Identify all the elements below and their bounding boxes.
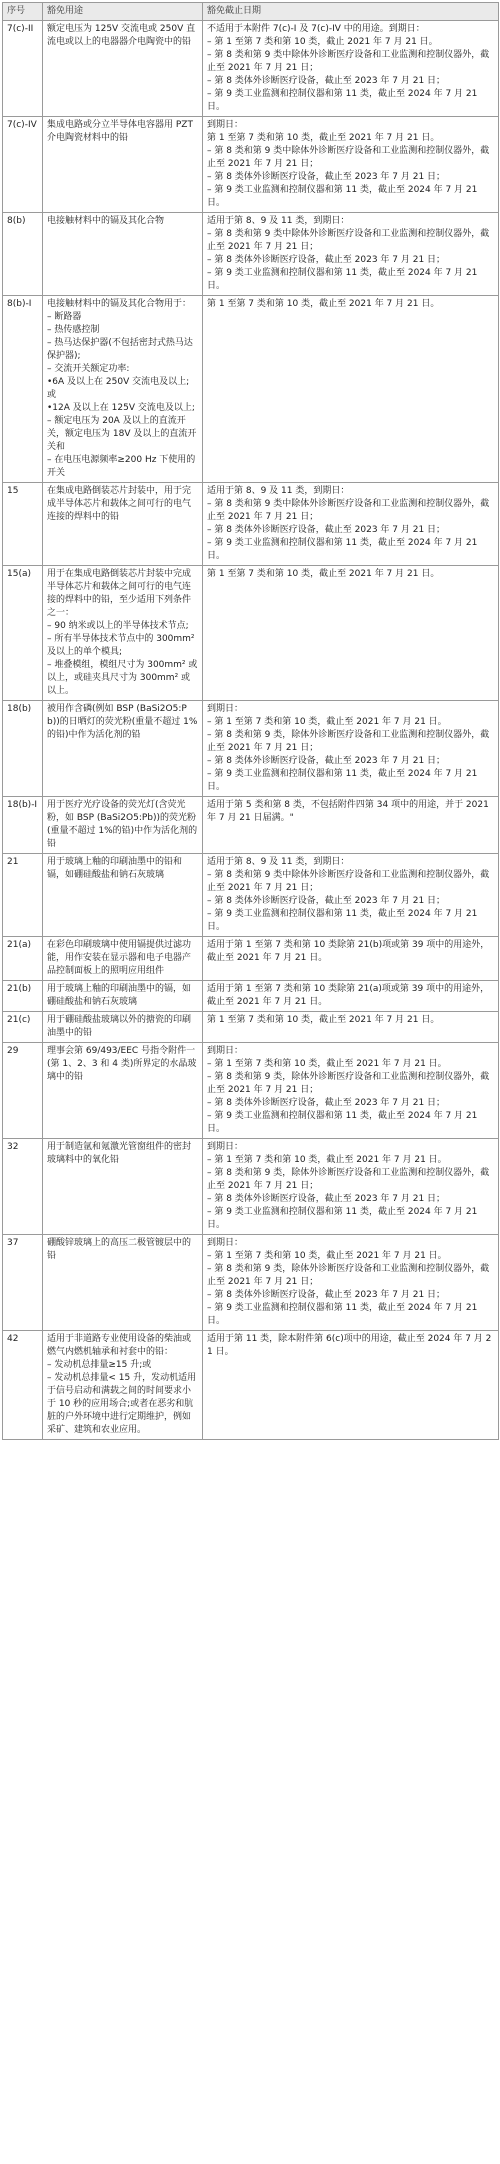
row-number: 15(a): [3, 566, 43, 701]
expiry-line: 适用于第 8、9 及 11 类，到期日：: [207, 486, 350, 496]
expiry-line: – 第 8 类和第 9 类，除体外诊断医疗设备和工业监测和控制仪器外，截止至 2021 年 7 月 21 日；: [207, 1168, 490, 1191]
expiry-line: – 第 1 至第 7 类和第 10 类，截止至 2021 年 7 月 21 日。: [207, 1059, 447, 1069]
expiry-line: – 第 8 类和第 9 类，除体外诊断医疗设备和工业监测和控制仪器外，截止至 2021 年 7 月 21 日；: [207, 1264, 490, 1287]
use-line: 电接触材料中的镉及其化合物用于：: [47, 299, 192, 309]
expiry-line: – 第 8 类体外诊断医疗设备，截止至 2023 年 7 月 21 日；: [207, 1098, 446, 1108]
expiry-line: 第 1 至第 7 类和第 10 类，截止至 2021 年 7 月 21 日。: [207, 299, 440, 309]
exemption-use-cell: [43, 566, 203, 701]
row-number: 29: [3, 1043, 43, 1139]
expiry-line: – 第 8 类体外诊断医疗设备，截止至 2023 年 7 月 21 日；: [207, 756, 446, 766]
use-line: 在集成电路倒装芯片封装中，用于完成半导体芯片和载体之间可行的电气连接的焊料中的铅: [47, 486, 192, 522]
exemption-use-cell: [43, 701, 203, 797]
exemption-use-cell: [43, 937, 203, 981]
row-number: 42: [3, 1331, 43, 1440]
use-line: 用于制造氩和氪激光管窗组件的密封玻璃料中的氧化铅: [47, 1142, 192, 1165]
expiry-date-cell: [203, 937, 499, 981]
exemption-use-cell: [43, 117, 203, 213]
expiry-line: 到期日：: [207, 120, 244, 130]
expiry-line: 适用于第 1 至第 7 类和第 10 类除第 21(a)项或第 39 项中的用途外，截止至 2021 年 7 月 21 日。: [207, 984, 490, 1007]
expiry-line: 适用于第 8、9 及 11 类，到期日：: [207, 857, 350, 867]
row-number: 18(b)-I: [3, 797, 43, 854]
use-line: 硼酸锌玻璃上的高压二极管镀层中的铅: [47, 1238, 192, 1261]
use-line: •12A 及以上在 125V 交流电及以上;: [47, 403, 195, 413]
expiry-line: – 第 8 类体外诊断医疗设备，截止至 2023 年 7 月 21 日；: [207, 172, 446, 182]
exemption-use-cell: [43, 1043, 203, 1139]
table-row: [3, 483, 499, 566]
expiry-line: – 第 9 类工业监测和控制仪器和第 11 类，截止至 2024 年 7 月 21 日。: [207, 909, 478, 932]
expiry-line: – 第 9 类工业监测和控制仪器和第 11 类，截止至 2024 年 7 月 21 日。: [207, 1303, 478, 1326]
row-number: 21(a): [3, 937, 43, 981]
row-number: 18(b): [3, 701, 43, 797]
use-line: 理事会第 69/493/EEC 号指令附件一(第 1、2、3 和 4 类)所界定的水晶玻璃中的铅: [47, 1046, 197, 1082]
expiry-line: – 第 9 类工业监测和控制仪器和第 11 类，截止至 2024 年 7 月 21 日。: [207, 268, 478, 291]
expiry-line: 适用于第 11 类，除本附件第 6(c)项中的用途，截止至 2024 年 7 月 21 日。: [207, 1334, 492, 1357]
use-line: 用于硼硅酸盐玻璃以外的搪瓷的印刷油墨中的铅: [47, 1015, 192, 1038]
use-line: 用于在集成电路倒装芯片封装中完成半导体芯片和载体之间可行的电气连接的焊料中的铅，至少适用下列条件之一：: [47, 569, 192, 618]
row-number: 8(b): [3, 213, 43, 296]
expiry-line: – 第 1 至第 7 类和第 10 类，截止至 2021 年 7 月 21 日。: [207, 717, 447, 727]
expiry-line: – 第 1 至第 7 类和第 10 类，截止至 2021 年 7 月 21 日。: [207, 1155, 447, 1165]
use-line: – 额定电压为 20A 及以上的直流开关，额定电压为 18V 及以上的直流开关和: [47, 416, 197, 452]
document-page: [2, 2, 498, 1440]
expiry-line: 不适用于本附件 7(c)-I 及 7(c)-IV 中的用途。到期日：: [207, 24, 425, 34]
row-number: 8(b)-I: [3, 296, 43, 483]
use-line: 适用于非道路专业使用设备的柴油或燃气内燃机轴承和衬套中的铅：: [47, 1334, 192, 1357]
exemption-use-cell: [43, 1139, 203, 1235]
expiry-line: – 第 8 类和第 9 类，除体外诊断医疗设备和工业监测和控制仪器外，截止至 2021 年 7 月 21 日；: [207, 730, 490, 753]
expiry-date-cell: [203, 296, 499, 483]
table-row: [3, 797, 499, 854]
use-line: 集成电路或分立半导体电容器用 PZT 介电陶瓷材料中的铅: [47, 120, 193, 143]
use-line: – 热传感控制: [47, 325, 100, 335]
exemption-use-cell: [43, 1331, 203, 1440]
expiry-line: 到期日：: [207, 704, 244, 714]
row-number: 7(c)-II: [3, 21, 43, 117]
expiry-line: – 第 8 类和第 9 类中除体外诊断医疗设备和工业监测和控制仪器外，截止至 2021 年 7 月 21 日；: [207, 146, 490, 169]
expiry-date-cell: [203, 117, 499, 213]
expiry-line: – 第 8 类和第 9 类中除体外诊断医疗设备和工业监测和控制仪器外，截止至 2021 年 7 月 21 日；: [207, 870, 490, 893]
expiry-line: – 第 9 类工业监测和控制仪器和第 11 类，截止至 2024 年 7 月 21 日。: [207, 89, 478, 112]
expiry-line: 适用于第 8、9 及 11 类，到期日：: [207, 216, 350, 226]
use-line: •6A 及以上在 250V 交流电及以上;或: [47, 377, 190, 400]
use-line: 被用作含磷(例如 BSP (BaSi2O5:Pb))的日晒灯的荧光粉(重量不超过 1%的铅)中作为活化剂的铅: [47, 704, 198, 740]
expiry-line: 适用于第 1 至第 7 类和第 10 类除第 21(b)项或第 39 项中的用途外，截止至 2021 年 7 月 21 日。: [207, 940, 490, 963]
expiry-line: – 第 9 类工业监测和控制仪器和第 11 类，截止至 2024 年 7 月 21 日。: [207, 1111, 478, 1134]
expiry-line: – 第 1 至第 7 类和第 10 类，截止至 2021 年 7 月 21 日。: [207, 1251, 447, 1261]
expiry-line: – 第 9 类工业监测和控制仪器和第 11 类，截止至 2024 年 7 月 21 日。: [207, 1207, 478, 1230]
exemption-use-cell: [43, 854, 203, 937]
table-row: [3, 1235, 499, 1331]
row-number: 15: [3, 483, 43, 566]
table-header-row: [3, 3, 499, 21]
expiry-line: 第 1 至第 7 类和第 10 类，截止至 2021 年 7 月 21 日。: [207, 1015, 440, 1025]
use-line: – 热马达保护器(不包括密封式热马达保护器);: [47, 338, 193, 361]
expiry-line: 到期日：: [207, 1046, 244, 1056]
expiry-date-cell: [203, 1012, 499, 1043]
table-row: [3, 21, 499, 117]
row-number: 37: [3, 1235, 43, 1331]
expiry-line: – 第 9 类工业监测和控制仪器和第 11 类，截止至 2024 年 7 月 21 日。: [207, 769, 478, 792]
expiry-line: – 第 8 类体外诊断医疗设备，截止至 2023 年 7 月 21 日；: [207, 1194, 446, 1204]
header-no: 序号: [3, 3, 43, 21]
exemption-use-cell: [43, 1235, 203, 1331]
use-line: – 在电压电源频率≥200 Hz 下使用的开关: [47, 455, 196, 478]
use-line: – 发动机总排量≥15 升;或: [47, 1360, 152, 1370]
use-line: 电接触材料中的镉及其化合物: [47, 216, 165, 226]
expiry-line: – 第 8 类和第 9 类中除体外诊断医疗设备和工业监测和控制仪器外，截止至 2021 年 7 月 21 日；: [207, 229, 490, 252]
use-line: 用于医疗光疗设备的荧光灯(含荧光粉，如 BSP (BaSi2O5:Pb))的荧光粉(重量不超过 1%的铅)中作为活化剂的铅: [47, 800, 198, 849]
exemption-use-cell: [43, 797, 203, 854]
table-row: [3, 1012, 499, 1043]
table-body: [3, 21, 499, 1440]
exemption-use-cell: [43, 296, 203, 483]
expiry-date-cell: [203, 1235, 499, 1331]
use-line: – 90 纳米或以上的半导体技术节点;: [47, 621, 189, 631]
expiry-line: – 第 1 至第 7 类和第 10 类，截止 2021 年 7 月 21 日。: [207, 37, 438, 47]
use-line: 在彩色印刷玻璃中使用镉提供过滤功能，用作安装在显示器和电子电器产品控制面板上的照明应用组件: [47, 940, 192, 976]
expiry-line: 第 1 至第 7 类和第 10 类，截止至 2021 年 7 月 21 日。: [207, 133, 440, 143]
table-row: [3, 937, 499, 981]
table-row: [3, 1331, 499, 1440]
row-number: 21(b): [3, 981, 43, 1012]
table-row: [3, 213, 499, 296]
table-row: [3, 1139, 499, 1235]
exemption-use-cell: [43, 981, 203, 1012]
use-line: 用于玻璃上釉的印刷油墨中的镉，如硼硅酸盐和钠石灰玻璃: [47, 984, 192, 1007]
table-row: [3, 981, 499, 1012]
exemption-use-cell: [43, 213, 203, 296]
expiry-date-cell: [203, 701, 499, 797]
expiry-line: – 第 8 类和第 9 类中除体外诊断医疗设备和工业监测和控制仪器外，截止至 2021 年 7 月 21 日；: [207, 50, 490, 73]
use-line: – 交流开关额定功率:: [47, 364, 130, 374]
expiry-line: – 第 8 类和第 9 类中除体外诊断医疗设备和工业监测和控制仪器外，截止至 2021 年 7 月 21 日；: [207, 499, 490, 522]
expiry-date-cell: [203, 981, 499, 1012]
row-number: 21(c): [3, 1012, 43, 1043]
expiry-line: – 第 8 类和第 9 类，除体外诊断医疗设备和工业监测和控制仪器外，截止至 2021 年 7 月 21 日；: [207, 1072, 490, 1095]
use-line: – 断路器: [47, 312, 82, 322]
use-line: – 堆叠模组，模组尺寸为 300mm² 或以上，或硅夹具尺寸为 300mm² 或以上。: [47, 660, 198, 696]
expiry-line: – 第 8 类体外诊断医疗设备，截止至 2023 年 7 月 21 日；: [207, 76, 446, 86]
expiry-date-cell: [203, 566, 499, 701]
row-number: 32: [3, 1139, 43, 1235]
expiry-line: – 第 8 类体外诊断医疗设备，截止至 2023 年 7 月 21 日；: [207, 1290, 446, 1300]
table-row: [3, 701, 499, 797]
expiry-date-cell: [203, 1043, 499, 1139]
expiry-line: 第 1 至第 7 类和第 10 类，截止至 2021 年 7 月 21 日。: [207, 569, 440, 579]
table-row: [3, 1043, 499, 1139]
row-number: 7(c)-IV: [3, 117, 43, 213]
expiry-line: 到期日：: [207, 1142, 244, 1152]
use-line: – 发动机总排量< 15 升，发动机适用于信号启动和满载之间的时间要求小于 10 秒的应用场合;或者在恶劣和肮脏的户外环境中进行定期维护，例如采矿、建筑和农业应用。: [47, 1373, 197, 1435]
exemption-use-cell: [43, 21, 203, 117]
exemption-use-cell: [43, 483, 203, 566]
expiry-date-cell: [203, 213, 499, 296]
use-line: – 所有半导体技术节点中的 300mm² 及以上的单个模具;: [47, 634, 195, 657]
table-row: [3, 566, 499, 701]
exemption-use-cell: [43, 1012, 203, 1043]
expiry-date-cell: [203, 21, 499, 117]
expiry-line: 适用于第 5 类和第 8 类，不包括附件四第 34 项中的用途，并于 2021 年 7 月 21 日届满。": [207, 800, 489, 823]
use-line: 额定电压为 125V 交流电或 250V 直流电或以上的电器器介电陶瓷中的铅: [47, 24, 196, 47]
table-row: [3, 117, 499, 213]
header-use: 豁免用途: [43, 3, 203, 21]
use-line: 用于玻璃上釉的印刷油墨中的铅和镉，如硼硅酸盐和钠石灰玻璃: [47, 857, 183, 880]
expiry-date-cell: [203, 1331, 499, 1440]
expiry-line: – 第 9 类工业监测和控制仪器和第 11 类，截止至 2024 年 7 月 21 日。: [207, 538, 478, 561]
header-expiry: 豁免截止日期: [203, 3, 499, 21]
table-row: [3, 296, 499, 483]
exemption-table: [2, 2, 499, 1440]
row-number: 21: [3, 854, 43, 937]
expiry-line: – 第 8 类体外诊断医疗设备，截止至 2023 年 7 月 21 日；: [207, 525, 446, 535]
expiry-date-cell: [203, 483, 499, 566]
expiry-date-cell: [203, 797, 499, 854]
expiry-date-cell: [203, 854, 499, 937]
expiry-line: – 第 9 类工业监测和控制仪器和第 11 类，截止至 2024 年 7 月 21 日。: [207, 185, 478, 208]
expiry-line: – 第 8 类体外诊断医疗设备，截止至 2023 年 7 月 21 日；: [207, 255, 446, 265]
expiry-date-cell: [203, 1139, 499, 1235]
expiry-line: – 第 8 类体外诊断医疗设备，截止至 2023 年 7 月 21 日；: [207, 896, 446, 906]
expiry-line: 到期日：: [207, 1238, 244, 1248]
table-row: [3, 854, 499, 937]
